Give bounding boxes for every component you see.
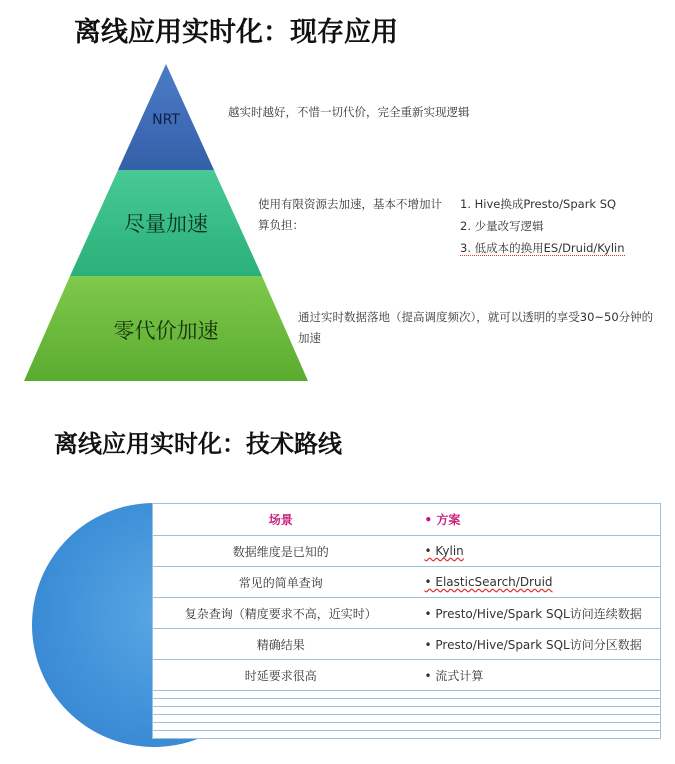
column-header-scenario: 场景 xyxy=(153,504,409,536)
pyramid-label-accelerate: 尽量加速 xyxy=(124,212,208,236)
pyramid-description-accelerate: 使用有限资源去加速，基本不增加计算负担： xyxy=(258,197,442,232)
solution-cell xyxy=(409,567,661,598)
scenario-cell: 精确结果 xyxy=(153,629,409,660)
empty-cell xyxy=(153,723,409,731)
pyramid-description-zero-cost: 通过实时数据落地（提高调度频次），就可以透明的享受30~50分钟的加速 xyxy=(298,310,654,345)
solution-cell: • Presto/Hive/Spark SQL访问分区数据 xyxy=(409,629,661,660)
solution-text: • ElasticSearch/Druid xyxy=(424,575,553,589)
empty-cell xyxy=(153,699,409,707)
table-row-empty xyxy=(153,715,661,723)
empty-cell xyxy=(409,731,661,739)
table-row xyxy=(153,567,661,598)
table-row-empty xyxy=(153,731,661,739)
empty-cell xyxy=(409,707,661,715)
scenario-cell: 时延要求很高 xyxy=(153,660,409,691)
scenario-cell: 复杂查询（精度要求不高，近实时） xyxy=(153,598,409,629)
acceleration-option xyxy=(460,237,625,259)
table-row xyxy=(153,536,661,567)
pyramid-description-nrt: 越实时越好，不惜一切代价，完全重新实现逻辑 xyxy=(228,105,470,119)
tech-route-table xyxy=(152,503,661,739)
solution-text: • Kylin xyxy=(424,544,464,558)
acceleration-options-list xyxy=(460,193,625,259)
scenario-cell: 常见的简单查询 xyxy=(153,567,409,598)
table-row xyxy=(153,598,661,629)
table-row-empty xyxy=(153,699,661,707)
page-title-tech-route: 离线应用实时化：技术路线 xyxy=(54,430,342,458)
table-row xyxy=(153,629,661,660)
scenario-cell: 数据维度是已知的 xyxy=(153,536,409,567)
pyramid-label-zero-cost: 零代价加速 xyxy=(113,319,219,343)
acceleration-option: 1. Hive换成Presto/Spark SQ xyxy=(460,197,617,211)
empty-cell xyxy=(409,691,661,699)
empty-cell xyxy=(153,707,409,715)
empty-cell xyxy=(409,715,661,723)
table-row-empty xyxy=(153,723,661,731)
table-row-empty xyxy=(153,707,661,715)
empty-cell xyxy=(409,699,661,707)
acceleration-option-text: 3. 低成本的换用ES/Druid/Kylin xyxy=(460,241,625,255)
table-row xyxy=(153,660,661,691)
empty-cell xyxy=(409,723,661,731)
table-header-row xyxy=(153,504,661,536)
page-title-existing-apps: 离线应用实时化：现存应用 xyxy=(74,17,398,48)
empty-cell xyxy=(153,715,409,723)
table-row-empty xyxy=(153,691,661,699)
pyramid-label-nrt: NRT xyxy=(152,112,180,128)
column-header-solution: • 方案 xyxy=(409,504,661,536)
solution-cell xyxy=(409,536,661,567)
solution-cell: • 流式计算 xyxy=(409,660,661,691)
empty-cell xyxy=(153,731,409,739)
solution-cell: • Presto/Hive/Spark SQL访问连续数据 xyxy=(409,598,661,629)
empty-cell xyxy=(153,691,409,699)
acceleration-option: 2. 少量改写逻辑 xyxy=(460,219,544,233)
